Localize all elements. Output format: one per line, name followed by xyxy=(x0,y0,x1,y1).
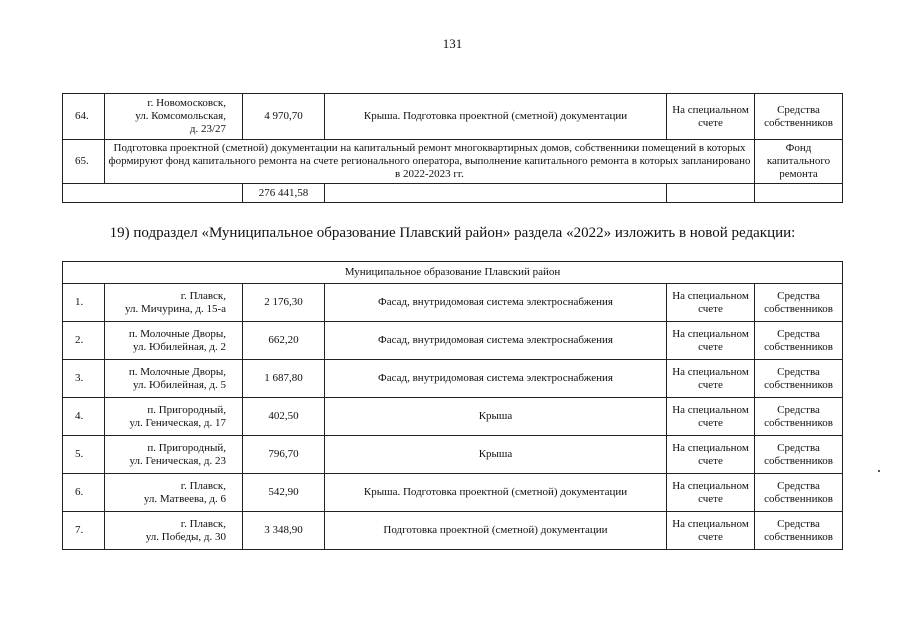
amount-cell: 2 176,30 xyxy=(243,284,325,322)
address-line: г. Плавск, xyxy=(180,289,226,302)
work-cell: Подготовка проектной (сметной) документации xyxy=(325,512,667,550)
top-table xyxy=(62,93,843,203)
amount-cell: 3 348,90 xyxy=(243,512,325,550)
source-cell: Средства собственников xyxy=(755,512,843,550)
address-line: п. Пригородный, xyxy=(147,441,226,454)
account-cell: На специальном счете xyxy=(667,94,755,140)
source-cell: Средства собственников xyxy=(755,322,843,360)
address-cell xyxy=(105,436,243,474)
amount-cell: 402,50 xyxy=(243,398,325,436)
work-cell: Крыша xyxy=(325,398,667,436)
address-line: ул. Мичурина, д. 15-а xyxy=(124,302,226,315)
address-line: ул. Комсомольская, xyxy=(135,110,226,122)
table-row xyxy=(63,284,843,322)
work-cell: Крыша. Подготовка проектной (сметной) документации xyxy=(325,94,667,140)
address-cell xyxy=(105,284,243,322)
source-cell: Средства собственников xyxy=(755,474,843,512)
address-line: г. Новомосковск, xyxy=(147,97,226,109)
page-number: 131 xyxy=(442,36,463,51)
source-cell: Средства собственников xyxy=(755,398,843,436)
table-row xyxy=(63,94,843,140)
row-number: 4. xyxy=(63,398,105,436)
table-row xyxy=(63,140,843,184)
total-amount: 276 441,58 xyxy=(243,184,325,203)
address-cell xyxy=(105,398,243,436)
row-number: 2. xyxy=(63,322,105,360)
row-number: 3. xyxy=(63,360,105,398)
address-line: г. Плавск, xyxy=(180,517,226,530)
address-line: ул. Юбилейная, д. 5 xyxy=(133,378,226,391)
amount-cell: 4 970,70 xyxy=(243,94,325,140)
work-cell: Крыша xyxy=(325,436,667,474)
account-cell: На специальном счете xyxy=(667,360,755,398)
address-line: п. Пригородный, xyxy=(147,403,226,416)
row-number: 7. xyxy=(63,512,105,550)
address-line: п. Молочные Дворы, xyxy=(128,365,226,378)
source-cell: Фонд капитального ремонта xyxy=(755,140,843,184)
address-cell xyxy=(105,322,243,360)
table-row xyxy=(63,474,843,512)
table-row xyxy=(63,322,843,360)
scan-artifact xyxy=(878,470,880,472)
empty-cell xyxy=(63,184,243,203)
empty-cell xyxy=(667,184,755,203)
account-cell: На специальном счете xyxy=(667,322,755,360)
row-number: 5. xyxy=(63,436,105,474)
note-cell: Подготовка проектной (сметной) документации на капитальный ремонт многоквартирных домов, собственники помещений в которых формируют фонд капитального ремонта на счете регионального оператора, выполнение капитального ремонта в которых запланировано в 2022-2023 гг. xyxy=(105,140,755,184)
address-line: ул. Геническая, д. 23 xyxy=(129,454,226,467)
source-cell: Средства собственников xyxy=(755,436,843,474)
source-cell: Средства собственников xyxy=(755,360,843,398)
address-line: п. Молочные Дворы, xyxy=(128,327,226,340)
amount-cell: 796,70 xyxy=(243,436,325,474)
address-cell xyxy=(105,94,243,140)
source-cell: Средства собственников xyxy=(755,94,843,140)
account-cell: На специальном счете xyxy=(667,284,755,322)
work-cell: Фасад, внутридомовая система электроснабжения xyxy=(325,360,667,398)
table-row xyxy=(63,512,843,550)
address-line: г. Плавск, xyxy=(180,479,226,492)
table-header: Муниципальное образование Плавский район xyxy=(63,262,843,284)
main-table xyxy=(62,261,843,550)
row-number: 64. xyxy=(63,94,105,140)
account-cell: На специальном счете xyxy=(667,474,755,512)
address-line: д. 23/27 xyxy=(189,123,226,135)
account-cell: На специальном счете xyxy=(667,398,755,436)
row-number: 65. xyxy=(63,140,105,184)
table-row xyxy=(63,436,843,474)
work-cell: Фасад, внутридомовая система электроснабжения xyxy=(325,322,667,360)
address-line: ул. Геническая, д. 17 xyxy=(129,416,226,429)
total-row xyxy=(63,184,843,203)
work-cell: Фасад, внутридомовая система электроснабжения xyxy=(325,284,667,322)
amount-cell: 662,20 xyxy=(243,322,325,360)
amount-cell: 542,90 xyxy=(243,474,325,512)
row-number: 6. xyxy=(63,474,105,512)
address-cell xyxy=(105,360,243,398)
address-cell xyxy=(105,474,243,512)
account-cell: На специальном счете xyxy=(667,512,755,550)
source-cell: Средства собственников xyxy=(755,284,843,322)
address-cell xyxy=(105,512,243,550)
table-row xyxy=(63,398,843,436)
address-line: ул. Матвеева, д. 6 xyxy=(143,492,226,505)
empty-cell xyxy=(325,184,667,203)
empty-cell xyxy=(755,184,843,203)
row-number: 1. xyxy=(63,284,105,322)
section-caption: 19) подраздел «Муниципальное образование Плавский район» раздела «2022» изложить в новой редакции: xyxy=(109,225,796,241)
account-cell: На специальном счете xyxy=(667,436,755,474)
address-line: ул. Юбилейная, д. 2 xyxy=(133,340,226,353)
work-cell: Крыша. Подготовка проектной (сметной) документации xyxy=(325,474,667,512)
amount-cell: 1 687,80 xyxy=(243,360,325,398)
table-row xyxy=(63,360,843,398)
address-line: ул. Победы, д. 30 xyxy=(145,530,226,543)
table-header-row xyxy=(63,262,843,284)
